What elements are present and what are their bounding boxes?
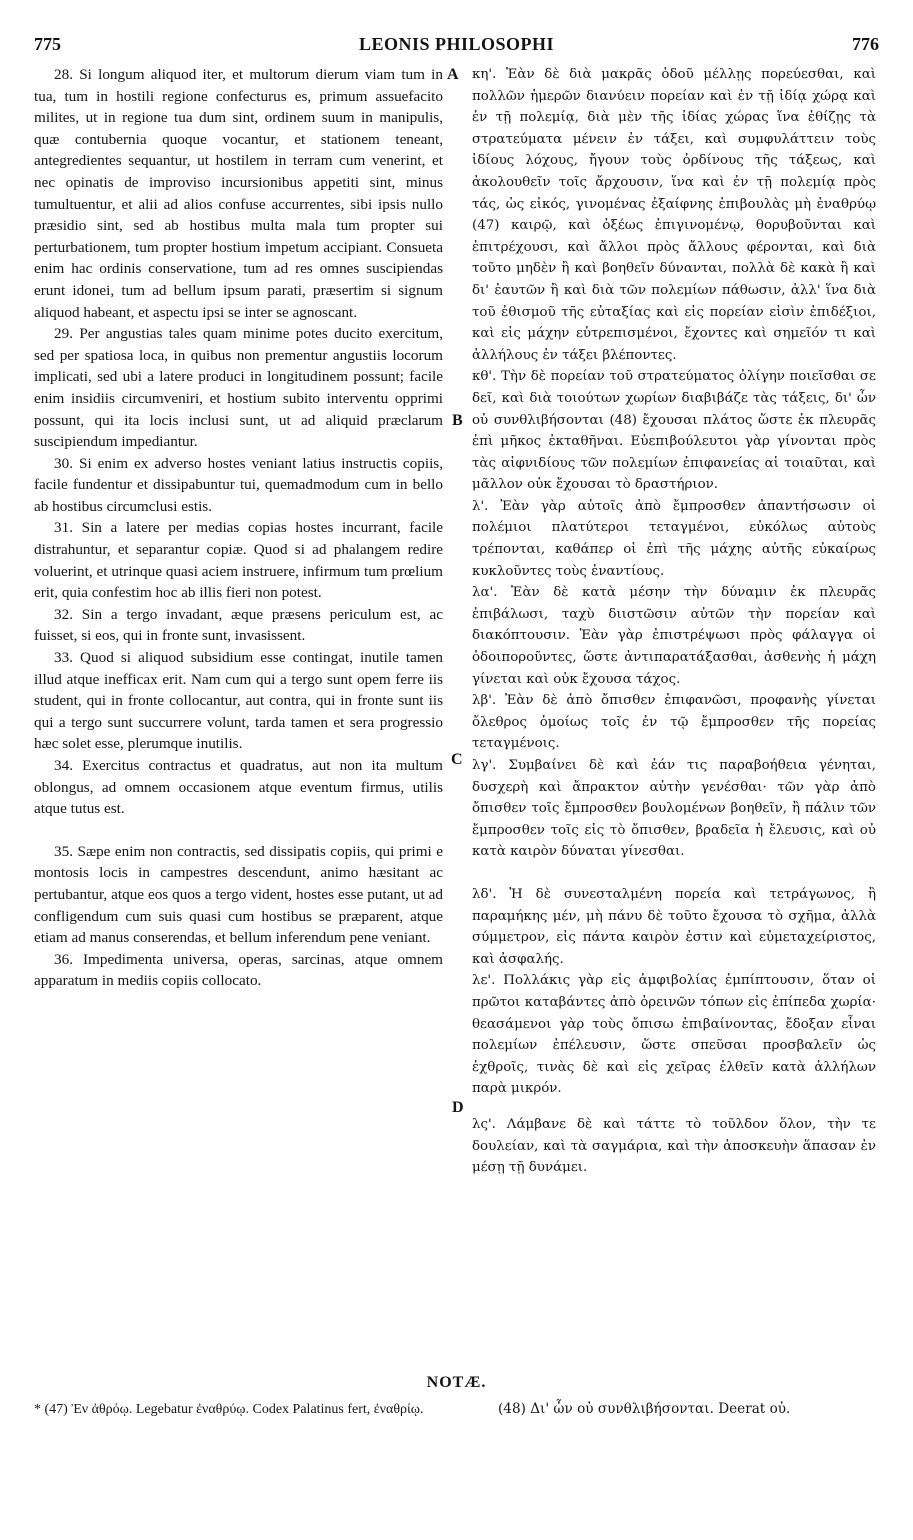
latin-paragraph-35: 35. Sæpe enim non contractis, sed dissipatis copiis, qui primi e montosis locis in campestres descendunt, animo hæsitant ac pertubantur, atque eos quos a tergo vident, hostes esse putant, ut ad confligendum cum suis quasi cum hostibus se præparent, atque etiam ad manus conserendas, et bellum inferendum pene veniant. — [34, 842, 443, 947]
greek-paragraph-35: λε'. Πολλάκις γὰρ εἰς ἀμφιβολίας ἐμπίπτουσιν, ὅταν οἱ πρῶτοι καταβάντες ἀπὸ ὀρεινῶν τόπων εἰς ἐπίπεδα χωρία· θεασάμενοι γὰρ τοὺς ὄπισω ἐπιβαίνοντας, ἔδοξαν εἶναι πολεμίων ἐπέλευσιν, ὥστε σπεῦσαι προσβαλεῖν ὡς ἐχθροῖς, τινὰς δὲ καὶ εἰς χεῖρας ἐλθεῖν κατὰ ἀλλήλων παρὰ μικρόν. — [472, 973, 876, 1097]
page-number-left: 775 — [34, 34, 61, 54]
margin-marker-d: D — [452, 1099, 464, 1116]
greek-column — [472, 64, 876, 1179]
latin-paragraph-33: 33. Quod si aliquod subsidium esse contingat, inutile tamen illud atque inefficax erit. Nam cum qui a tergo sunt opem ferre iis student, qui in fronte collocantur, aut contra, qui in fronte sunt iis qui a tergo sunt succurrere volunt, tarda tamen et sera progressio hæc solet esse, plerumque inutilis. — [34, 649, 443, 753]
greek-paragraph-36: λς'. Λάμβανε δὲ καὶ τάττε τὸ τοῦλδον ὅλον, τὴν τε δουλείαν, καὶ τὰ σαγμάρια, καὶ τὴν ἀποσκευὴν ἅπασαν ἐν μέσῃ τῇ δυνάμει. — [472, 1116, 876, 1176]
greek-paragraph-32: λβ'. Ἐὰν δὲ ἀπὸ ὄπισθεν ἐπιφανῶσι, προφανὴς γίνεται ὄλεθρος ὁμοίως τοῖς ἐν τῷ ἔμπροσθεν τῆς πορείας τεταγμένοις. — [472, 693, 876, 752]
greek-paragraph-29: κθ'. Τὴν δὲ πορείαν τοῦ στρατεύματος ὀλίγην ποιεῖσθαι σε δεῖ, καὶ διὰ τοιούτων χωρίων διαβιβάζε τὰς τάξεις, δι' ὧν οὐ συνθλιβήσονται (48) ἔχουσαι πλάτος ὥστε ἐκ πλευρᾶς ἐπὶ μῆκος ἐκταθῆναι. Εὐεπιβούλευτοι γὰρ γίνονται πρὸς τὰς αἰφνιδίους τῶν πολεμίων ἐπιφανείας αἱ τοιαῦται, καὶ μᾶλλον οὐκ ἔχουσαι τὸ δραστήριον. — [472, 369, 876, 493]
running-title: LEONIS PHILOSOPHI — [358, 34, 555, 54]
latin-paragraph-30: 30. Si enim ex adverso hostes veniant latius instructis copiis, facile fundentur et dissipabuntur tui, quemadmodum cum in bello ab hostibus circumclusi estis. — [34, 454, 443, 515]
latin-paragraph-29: 29. Per angustias tales quam minime potes ducito exercitum, sed per spatiosa loca, in quibus non prementur angustiis locorum implicati, sed ubi a latere produci in longitudinem possunt; facile enim insidiis circumveniri, et hostium subito interventu opprimi possunt, qui ita locis inclusi sunt, ut ad aliquid præclarum suscipiendum impediantur. — [34, 325, 443, 451]
greek-paragraph-28: κη'. Ἐὰν δὲ διὰ μακρᾶς ὁδοῦ μέλλῃς πορεύεσθαι, καὶ πολλῶν ἡμερῶν διανύειν πορείαν καὶ ἐν τῇ ἰδίᾳ χώρᾳ καὶ ἐν τῇ πολεμίᾳ, διὰ μὲν τῆς ἰδίας χώρας ἵνα ἐθίζῃς τὰ στρατεύματα μένειν ἐν τάξει, καὶ συμφυλάττειν τοὺς ἰδίους λόχους, ἤγουν τοὺς ὀρδίνους τῆς τάξεως, καὶ ἀκολουθεῖν τοῖς ἄρχουσιν, ἵνα καὶ ἐν τῇ πολεμίᾳ πρὸς τάς, ὡς εἰκός, γινομένας ἐξαίφνης ἐπιβουλὰς μὴ ἐναθρύῳ (47) καιρῷ, καὶ ὀξέως ἐπιγινομένῳ, θορυβοῦνται καὶ ἐπιτρέχουσι, καὶ ἄλλοι πρὸς ἄλλους φέρονται, καὶ διὰ τοῦτο μηδὲν ἢ καὶ βοηθεῖν δύνανται, πολλὰ δὲ κακὰ ἢ καὶ δι' ἑαυτῶν ἢ καὶ διὰ τῶν πολεμίων πάθωσιν, ἀλλ' ἵνα διὰ τοῦ ἐθισμοῦ τῆς εὐταξίας καὶ εἰς πορείαν εἰσὶν ἐπιδέξιοι, καὶ εἰς μάχην εὐτρεπισμένοι, ἔχοντες καὶ σημεῖόν τι καὶ ἀλλήλους ἐν τάξει βλέποντες. — [472, 67, 876, 363]
margin-marker-a: A — [447, 66, 459, 83]
page-number-right: 776 — [852, 34, 879, 54]
margin-marker-c: C — [451, 751, 463, 768]
greek-paragraph-34: λδ'. Ἡ δὲ συνεσταλμένη πορεία καὶ τετράγωνος, ἢ παραμήκης μέν, μὴ πάνυ δὲ τοῦτο ἔχουσα τὸ σχῆμα, ἀλλὰ σύμμετρον, εἰς πάντα καιρὸν ἐστιν καὶ εὐμεταχείριστος, καὶ ἀσφαλής. — [472, 886, 876, 967]
latin-paragraph-28: 28. Si longum aliquod iter, et multorum dierum viam tum in tua, tum in hostili regione confecturus es, primum assuefacito milites, ut in regione tua dum sint, ordinem suum in manipulis, quæ contubernia quoque vocantur, et stationem teneant, antegredientes sequantur, ut hostilem in terram cum venerint, et nec opinatis de improviso incursionibus appetiti sint, minus tumultuentur, et alii ad alios confuse accurrentes, sibi ipsis nullo præsidio sint, sed ab hostibus multa mala tum propter sui perturbationem, tum propter hostium impetum accipiant. Consueta enim hac ordinis conservatione, tum ad res omnes suscipiendas erunt idonei, tum ad bellum ipsum parati, præsertim si signum aliquod habeant, et aspectu ipsi se inter se agnoscant. — [34, 66, 443, 321]
greek-paragraph-33: λγ'. Συμβαίνει δὲ καὶ ἐάν τις παραβοήθεια γένηται, δυσχερὴ καὶ ἄπρακτον αὐτὴν γενέσθαι· τῶν γὰρ ἀπὸ ὄπισθεν τοῖς ἔμπροσθεν βουλομένων βοηθεῖν, ἢ πάλιν τῶν ἔμπροσθεν τοῖς εἰς τὸ ὄπισθεν, βραδεῖα ἡ ἔλευσις, καὶ οὐ κατὰ καιρὸν δύναται γίνεσθαι. — [472, 758, 876, 860]
footnote-48: (48) Δι' ὧν οὐ συνθλιβήσονται. Deerat οὐ. — [498, 1401, 791, 1417]
latin-paragraph-36: 36. Impedimenta universa, operas, sarcinas, atque omnem apparatum in mediis copiis collocato. — [34, 950, 443, 990]
margin-marker-b: B — [452, 412, 463, 429]
latin-paragraph-34: 34. Exercitus contractus et quadratus, aut non ita multum oblongus, ad omnem occasionem atque eventum firmus, utilis atque tutus est. — [34, 757, 443, 818]
footnote-47: * (47) Ἐν ἀθρόῳ. Legebatur ἐναθρύῳ. Codex Palatinus fert, ἐναθρίῳ. — [34, 1402, 424, 1417]
greek-paragraph-30: λ'. Ἐὰν γὰρ αὐτοῖς ἀπὸ ἔμπροσθεν ἀπαντήσωσιν οἱ πολέμιοι πλατύτεροι τεταγμένοι, εὐκόλως αὐτοὺς τρέπονται, καθάπερ οἱ ἐπὶ τῆς μάχης αὐτῆς εὐκαίρως κυκλοῦντες τοὺς ἐναντίους. — [472, 498, 876, 579]
latin-paragraph-31: 31. Sin a latere per medias copias hostes incurrant, facile distrahuntur, et separantur copiæ. Quod si ad phalangem redire voluerint, et utrinque quasi aciem instruere, infirmum tum prœlium erit, quia confestim hoc ab illis fieri non potest. — [34, 519, 443, 602]
greek-paragraph-31: λα'. Ἐὰν δὲ κατὰ μέσην τὴν δύναμιν ἐκ πλευρᾶς ἐπιβάλωσι, ταχὺ διιστῶσιν αὐτῶν τὴν πορείαν καὶ διακόπτουσιν. Ἐὰν γὰρ ἐπιστρέψωσι πρὸς φάλαγγα οἱ ὁδοιποροῦντες, ὥστε ἀντιπαρατάξασθαι, ἀσθενὴς ἡ μάχη γίνεται καὶ οὐκ ἔχουσα τάχος. — [472, 585, 876, 687]
latin-column — [34, 64, 443, 992]
notes-heading: NOTÆ. — [426, 1374, 487, 1391]
latin-paragraph-32: 32. Sin a tergo invadant, æque præsens periculum est, ac fuisset, si eos, qui in fronte sunt, invasissent. — [34, 605, 443, 645]
page-header — [34, 34, 879, 58]
